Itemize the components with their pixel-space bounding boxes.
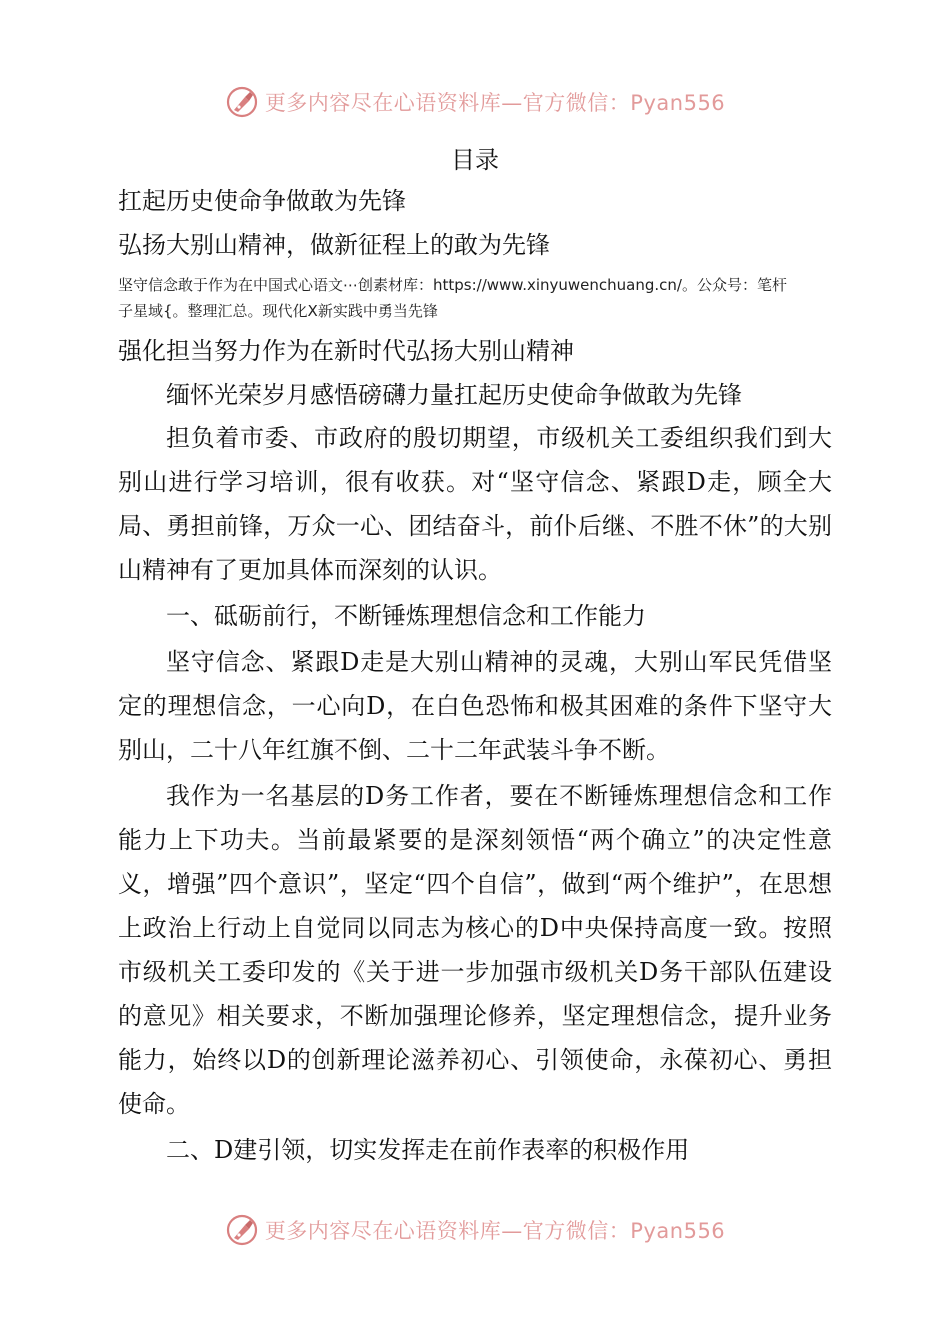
toc-item: 扛起历史使命争做敢为先锋: [118, 187, 406, 215]
toc-item-small: [118, 272, 832, 324]
toc-title: 目录: [451, 146, 499, 174]
toc-small-line: 子星域{。整理汇总。现代化X新实践中勇当先锋: [118, 302, 438, 320]
body-paragraph: 担负着市委、市政府的殷切期望，市级机关工委组织我们到大别山进行学习培训，很有收获。对“坚守信念、紧跟D走，顾全大局、勇担前锋，万众一心、团结奋斗，前仆后继、不胜不休”的大别山精神有了更加具体而深刻的认识。: [118, 424, 832, 584]
section-heading: 二、D建引领，切实发挥走在前作表率的积极作用: [166, 1136, 690, 1164]
watermark-banner-top: [0, 82, 950, 122]
pen-nib-logo-icon: [225, 1213, 259, 1247]
article-title: 缅怀光荣岁月感悟磅礴力量扛起历史使命争做敢为先锋: [166, 381, 742, 409]
watermark-text: 更多内容尽在心语资料库—官方微信：Pyan556: [264, 1219, 726, 1243]
section-heading: 一、砥砺前行，不断锤炼理想信念和工作能力: [166, 602, 646, 630]
watermark-banner-bottom: [0, 1210, 950, 1250]
document-body: [118, 140, 832, 1172]
toc-item: 弘扬大别山精神，做新征程上的敢为先锋: [118, 231, 550, 259]
toc-small-line: 坚守信念敢于作为在中国式心语文⋯创素材库：https://www.xinyuwenchuang.cn/。公众号：笔杆: [118, 276, 787, 294]
body-paragraph: 坚守信念、紧跟D走是大别山精神的灵魂，大别山军民凭借坚定的理想信念，一心向D，在白色恐怖和极其困难的条件下坚守大别山，二十八年红旗不倒、二十二年武装斗争不断。: [118, 648, 832, 764]
body-paragraph: 我作为一名基层的D务工作者，要在不断锤炼理想信念和工作能力上下功夫。当前最紧要的是深刻领悟“两个确立”的决定性意义，增强”四个意识”，坚定“四个自信”，做到“两个维护”，在思想上政治上行动上自觉同以同志为核心的D中央保持高度一致。按照市级机关工委印发的《关于进一步加强市级机关D务干部队伍建设的意见》相关要求，不断加强理论修养，坚定理想信念，提升业务能力，始终以D的创新理论滋养初心、引领使命，永葆初心、勇担使命。: [118, 782, 832, 1118]
watermark-text: 更多内容尽在心语资料库—官方微信：Pyan556: [264, 91, 726, 115]
pen-nib-logo-icon: [225, 85, 259, 119]
toc-item: 强化担当努力作为在新时代弘扬大别山精神: [118, 337, 574, 365]
